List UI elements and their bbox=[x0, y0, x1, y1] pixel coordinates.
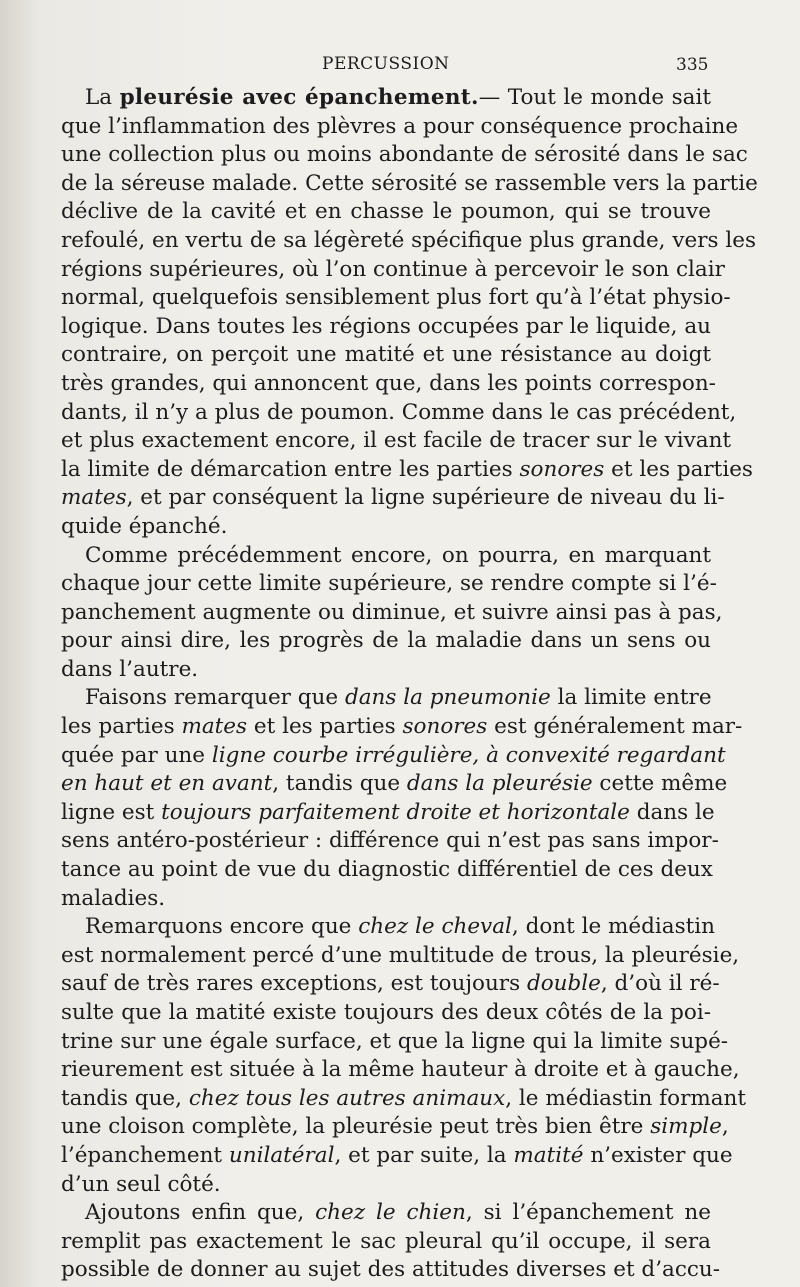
text-line bbox=[61, 742, 726, 771]
text-line bbox=[61, 484, 725, 513]
italic-text: dans la pleurésie bbox=[406, 771, 593, 797]
italic-text: chez le chien bbox=[315, 1200, 466, 1226]
text-segment: logique. Dans toutes les régions occupées par le liquide, au bbox=[61, 313, 711, 339]
text-segment: , et par suite, la bbox=[334, 1142, 514, 1168]
text-segment: dans le bbox=[629, 799, 715, 825]
text-line bbox=[61, 713, 743, 742]
text-line bbox=[61, 1056, 740, 1085]
text-segment: chaque jour cette limite supérieure, se rendre compte si l’é- bbox=[61, 571, 717, 597]
text-segment: dans l’autre. bbox=[61, 656, 199, 682]
text-line bbox=[61, 942, 740, 971]
text-segment: une cloison complète, la pleurésie peut très bien être bbox=[61, 1114, 651, 1140]
italic-text: double bbox=[526, 971, 601, 997]
text-segment: refoulé, en vertu de sa légèreté spécifique plus grande, vers les bbox=[61, 227, 756, 253]
text-line bbox=[61, 399, 737, 428]
text-segment: tance au point de vue du diagnostic différentiel de ces deux bbox=[61, 857, 713, 883]
italic-text: mates bbox=[181, 714, 248, 740]
italic-text: chez le cheval bbox=[358, 914, 512, 940]
text-segment: est normalement percé d’une multitude de trous, la pleurésie, bbox=[61, 942, 740, 968]
text-line bbox=[61, 170, 758, 199]
text-segment: remplit pas exactement le sac pleural qu’il occupe, il sera bbox=[61, 1228, 711, 1254]
text-segment: de la séreuse malade. Cette sérosité se rassemble vers la partie bbox=[61, 170, 758, 196]
italic-text: chez tous les autres animaux bbox=[188, 1085, 506, 1111]
text-line bbox=[61, 885, 711, 914]
text-segment: d’un seul côté. bbox=[61, 1171, 221, 1197]
text-line bbox=[61, 427, 732, 456]
text-segment: très grandes, qui annoncent que, dans les points correspon- bbox=[61, 370, 716, 396]
text-segment: , tandis que bbox=[272, 771, 407, 797]
italic-text: simple bbox=[650, 1114, 722, 1140]
text-segment: les parties bbox=[61, 714, 182, 740]
text-segment: et plus exactement encore, il est facile de tracer sur le vivant bbox=[61, 428, 732, 454]
text-segment: une collection plus ou moins abondante de sérosité dans le sac bbox=[61, 142, 748, 168]
text-line bbox=[61, 970, 720, 999]
text-segment: déclive de la cavité et en chasse le poumon, qui se trouve bbox=[61, 199, 711, 225]
text-segment: pour ainsi dire, les progrès de la maladie dans un sens ou bbox=[61, 628, 711, 654]
section-heading: pleurésie avec épanchement. bbox=[119, 85, 479, 110]
text-segment: rieurement est située à la même hauteur à droite et à gauche, bbox=[61, 1057, 740, 1083]
text-line bbox=[61, 84, 711, 113]
italic-text: sonores bbox=[402, 714, 488, 740]
text-segment: est généralement mar- bbox=[487, 714, 743, 740]
italic-text: mates bbox=[61, 485, 127, 511]
text-segment: contraire, on perçoit une matité et une résistance au doigt bbox=[61, 342, 711, 368]
text-line bbox=[61, 827, 719, 856]
italic-text: ligne courbe irrégulière, à convexité regardant bbox=[211, 742, 726, 768]
text-segment: Remarquons encore que bbox=[85, 914, 359, 940]
italic-text: sonores bbox=[519, 456, 605, 482]
text-segment: quide épanché. bbox=[61, 513, 228, 539]
text-segment: , bbox=[721, 1114, 729, 1140]
text-segment: cette même bbox=[592, 771, 728, 797]
text-segment: quée par une bbox=[61, 742, 212, 768]
text-line bbox=[61, 198, 711, 227]
text-segment: et les parties bbox=[247, 714, 403, 740]
text-segment: sauf de très rares exceptions, est toujours bbox=[61, 971, 527, 997]
text-segment: panchement augmente ou diminue, et suivre ainsi pas à pas, bbox=[61, 599, 723, 625]
text-segment: et les parties bbox=[604, 456, 753, 482]
text-line bbox=[61, 1028, 729, 1057]
text-line bbox=[61, 456, 753, 485]
italic-text: matité bbox=[513, 1142, 584, 1168]
text-segment: — Tout le monde sait bbox=[478, 85, 711, 110]
text-line bbox=[61, 1256, 721, 1285]
running-head: PERCUSSION bbox=[322, 54, 450, 74]
text-line bbox=[61, 1085, 747, 1114]
text-line bbox=[61, 1228, 711, 1257]
text-segment: n’exister que bbox=[583, 1142, 733, 1168]
body-text bbox=[61, 84, 758, 1285]
text-line bbox=[61, 770, 728, 799]
italic-text: dans la pneumonie bbox=[344, 685, 551, 711]
text-segment: ligne est bbox=[61, 799, 162, 825]
text-line bbox=[61, 141, 748, 170]
text-line bbox=[61, 1171, 711, 1200]
text-line bbox=[61, 284, 731, 313]
text-line bbox=[61, 1113, 729, 1142]
text-line bbox=[61, 227, 756, 256]
text-segment: régions supérieures, où l’on continue à percevoir le son clair bbox=[61, 256, 725, 282]
text-line bbox=[61, 570, 717, 599]
text-segment: trine sur une égale surface, et que la ligne qui la limite supé- bbox=[61, 1028, 729, 1054]
text-segment: Faisons remarquer que bbox=[85, 685, 345, 711]
text-line bbox=[61, 513, 711, 542]
text-segment: dants, il n’y a plus de poumon. Comme dans le cas précédent, bbox=[61, 399, 737, 425]
text-line bbox=[61, 913, 716, 942]
text-segment: , si l’épanchement ne bbox=[465, 1200, 711, 1226]
text-segment: normal, quelquefois sensiblement plus fort qu’à l’état physio- bbox=[61, 285, 731, 311]
page-header bbox=[0, 50, 800, 80]
text-line bbox=[61, 370, 716, 399]
text-line bbox=[61, 627, 711, 656]
text-segment: Comme précédemment encore, on pourra, en marquant bbox=[85, 542, 711, 568]
text-line bbox=[61, 313, 711, 342]
text-segment: , dont le médiastin bbox=[511, 914, 716, 940]
text-segment: tandis que, bbox=[61, 1085, 189, 1111]
text-segment: sens antéro-postérieur : différence qui n’est pas sans impor- bbox=[61, 828, 719, 854]
text-segment: , le médiastin formant bbox=[505, 1085, 747, 1111]
italic-text: toujours parfaitement droite et horizontale bbox=[161, 799, 630, 825]
text-segment: la limite de démarcation entre les parties bbox=[61, 456, 520, 482]
text-line bbox=[61, 684, 711, 713]
text-line bbox=[61, 542, 711, 571]
text-segment: maladies. bbox=[61, 885, 166, 911]
text-segment: possible de donner au sujet des attitudes diverses et d’accu- bbox=[61, 1257, 721, 1283]
text-line bbox=[61, 599, 723, 628]
text-segment: l’épanchement bbox=[61, 1142, 229, 1168]
text-segment: , et par conséquent la ligne supérieure de niveau du li- bbox=[126, 485, 725, 511]
text-segment: la limite entre bbox=[550, 685, 712, 711]
text-line bbox=[61, 113, 739, 142]
text-line bbox=[61, 1199, 711, 1228]
italic-text: en haut et en avant bbox=[61, 771, 273, 797]
text-line bbox=[61, 341, 711, 370]
text-line bbox=[61, 799, 715, 828]
text-segment: La bbox=[85, 85, 120, 110]
text-line bbox=[61, 856, 711, 885]
text-line bbox=[61, 999, 711, 1028]
page-number: 335 bbox=[676, 55, 709, 75]
text-segment: , d’où il ré- bbox=[600, 971, 720, 997]
text-line bbox=[61, 256, 725, 285]
text-segment: Ajoutons enfin que, bbox=[85, 1200, 316, 1226]
text-line bbox=[61, 1142, 733, 1171]
italic-text: unilatéral bbox=[228, 1142, 335, 1168]
text-line bbox=[61, 656, 711, 685]
text-segment: que l’inflammation des plèvres a pour conséquence prochaine bbox=[61, 113, 739, 139]
text-segment: sulte que la matité existe toujours des deux côtés de la poi- bbox=[61, 1000, 711, 1025]
